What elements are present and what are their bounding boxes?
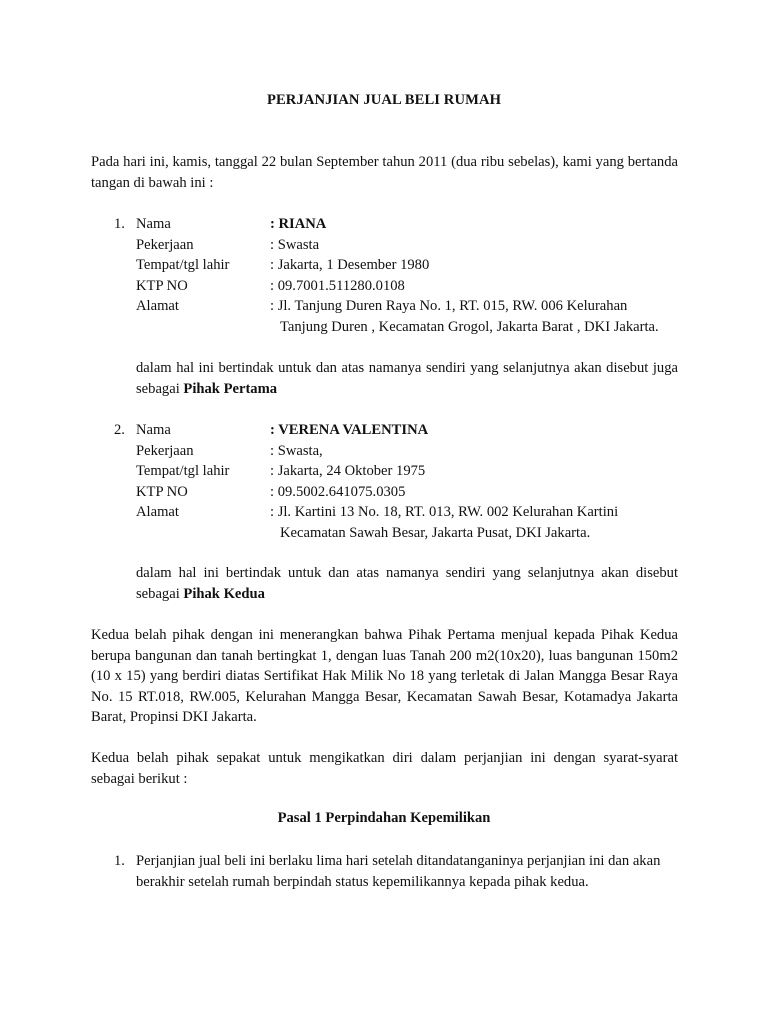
party-2-role: Pihak Kedua [183,585,265,602]
intro-paragraph: Pada hari ini, kamis, tanggal 22 bulan September tahun 2011 (dua ribu sebelas), kami yang bertanda tangan di bawah ini : [91,154,678,191]
label-ktp: KTP NO [136,277,188,294]
party-1-role: Pihak Pertama [183,380,278,397]
label-ttl: Tempat/tgl lahir [136,257,230,274]
party-1-statement-text: dalam hal ini bertindak untuk dan atas namanya sendiri yang selanjutnya akan disebut juga sebagai [136,360,678,397]
party-1-ktp: : 09.7001.511280.0108 [270,277,405,294]
party-2-row-ktp [136,482,696,503]
party-2-row-alamat-cont [136,523,696,544]
body-paragraph-2: Kedua belah pihak sepakat untuk mengikatkan diri dalam perjanjian ini dengan syarat-syarat sebagai berikut : [91,750,678,787]
body-paragraph-1: Kedua belah pihak dengan ini menerangkan bahwa Pihak Pertama menjual kepada Pihak Kedua berupa bangunan dan tanah bertingkat 1, dengan luas Tanah 200 m2(10x20), luas bangunan 150m2 (10 x 15) yang berdiri diatas Sertifikat Hak Milik No 18 yang terletak di Jalan Mangga Besar Raya No. 15 RT.018, RW.005, Kelurahan Mangga Besar, Kecamatan Sawah Besar, Kotamadya Jakarta Barat, Propinsi DKI Jakarta. [91,627,678,726]
party-2-row-alamat [136,502,696,523]
party-1-row-ttl [136,255,696,276]
label-alamat: Alamat [136,298,179,315]
party-2-row-nama [136,420,696,441]
document-title: PERJANJIAN JUAL BELI RUMAH [266,92,502,108]
party-2-alamat-line2: Kecamatan Sawah Besar, Jakarta Pusat, DKI Jakarta. [280,525,591,541]
party-1-alamat-line2: Tanjung Duren , Kecamatan Grogol, Jakarta Barat , DKI Jakarta. [280,319,659,335]
party-1-number: 1. [114,216,125,232]
party-2-row-ttl [136,461,696,482]
party-1-ttl: : Jakarta, 1 Desember 1980 [270,257,430,274]
pasal-1-item-1-text: Perjanjian jual beli ini berlaku lima hari setelah ditandatanganinya perjanjian ini dan akan berakhir setelah rumah berpindah status kepemilikannya kepada pihak kedua. [136,853,661,890]
party-2-number: 2. [114,422,125,438]
party-2-ttl: : Jakarta, 24 Oktober 1975 [270,463,426,480]
party-1-row-nama [136,214,696,235]
party-2-statement-text: dalam hal ini bertindak untuk dan atas namanya sendiri yang selanjutnya akan disebut sebagai [136,565,678,602]
party-2-statement [136,563,678,604]
party-2-row-pekerjaan [136,441,696,462]
label-ktp: KTP NO [136,483,188,500]
label-pekerjaan: Pekerjaan [136,442,194,459]
party-2-pekerjaan: : Swasta, [270,442,323,459]
party-1-statement [136,358,678,399]
party-2-ktp: : 09.5002.641075.0305 [270,483,406,500]
party-1-pekerjaan: : Swasta [270,236,320,253]
party-1-row-alamat-cont [136,317,696,338]
party-1-row-pekerjaan [136,235,696,256]
label-alamat: Alamat [136,504,179,521]
label-nama: Nama [136,216,171,232]
label-ttl: Tempat/tgl lahir [136,463,230,480]
pasal-1-heading: Pasal 1 Perpindahan Kepemilikan [277,810,491,826]
label-pekerjaan: Pekerjaan [136,236,194,253]
party-1-alamat-line1: : Jl. Tanjung Duren Raya No. 1, RT. 015, RW. 006 Kelurahan [270,298,628,315]
party-1-row-alamat [136,296,696,317]
party-2-alamat-line1: : Jl. Kartini 13 No. 18, RT. 013, RW. 002 Kelurahan Kartini [270,504,619,521]
party-1-row-ktp [136,276,696,297]
label-nama: Nama [136,422,171,438]
party-1-nama: : RIANA [270,216,327,232]
pasal-1-item-1-number: 1. [114,853,125,869]
party-2-nama: : VERENA VALENTINA [270,422,429,438]
